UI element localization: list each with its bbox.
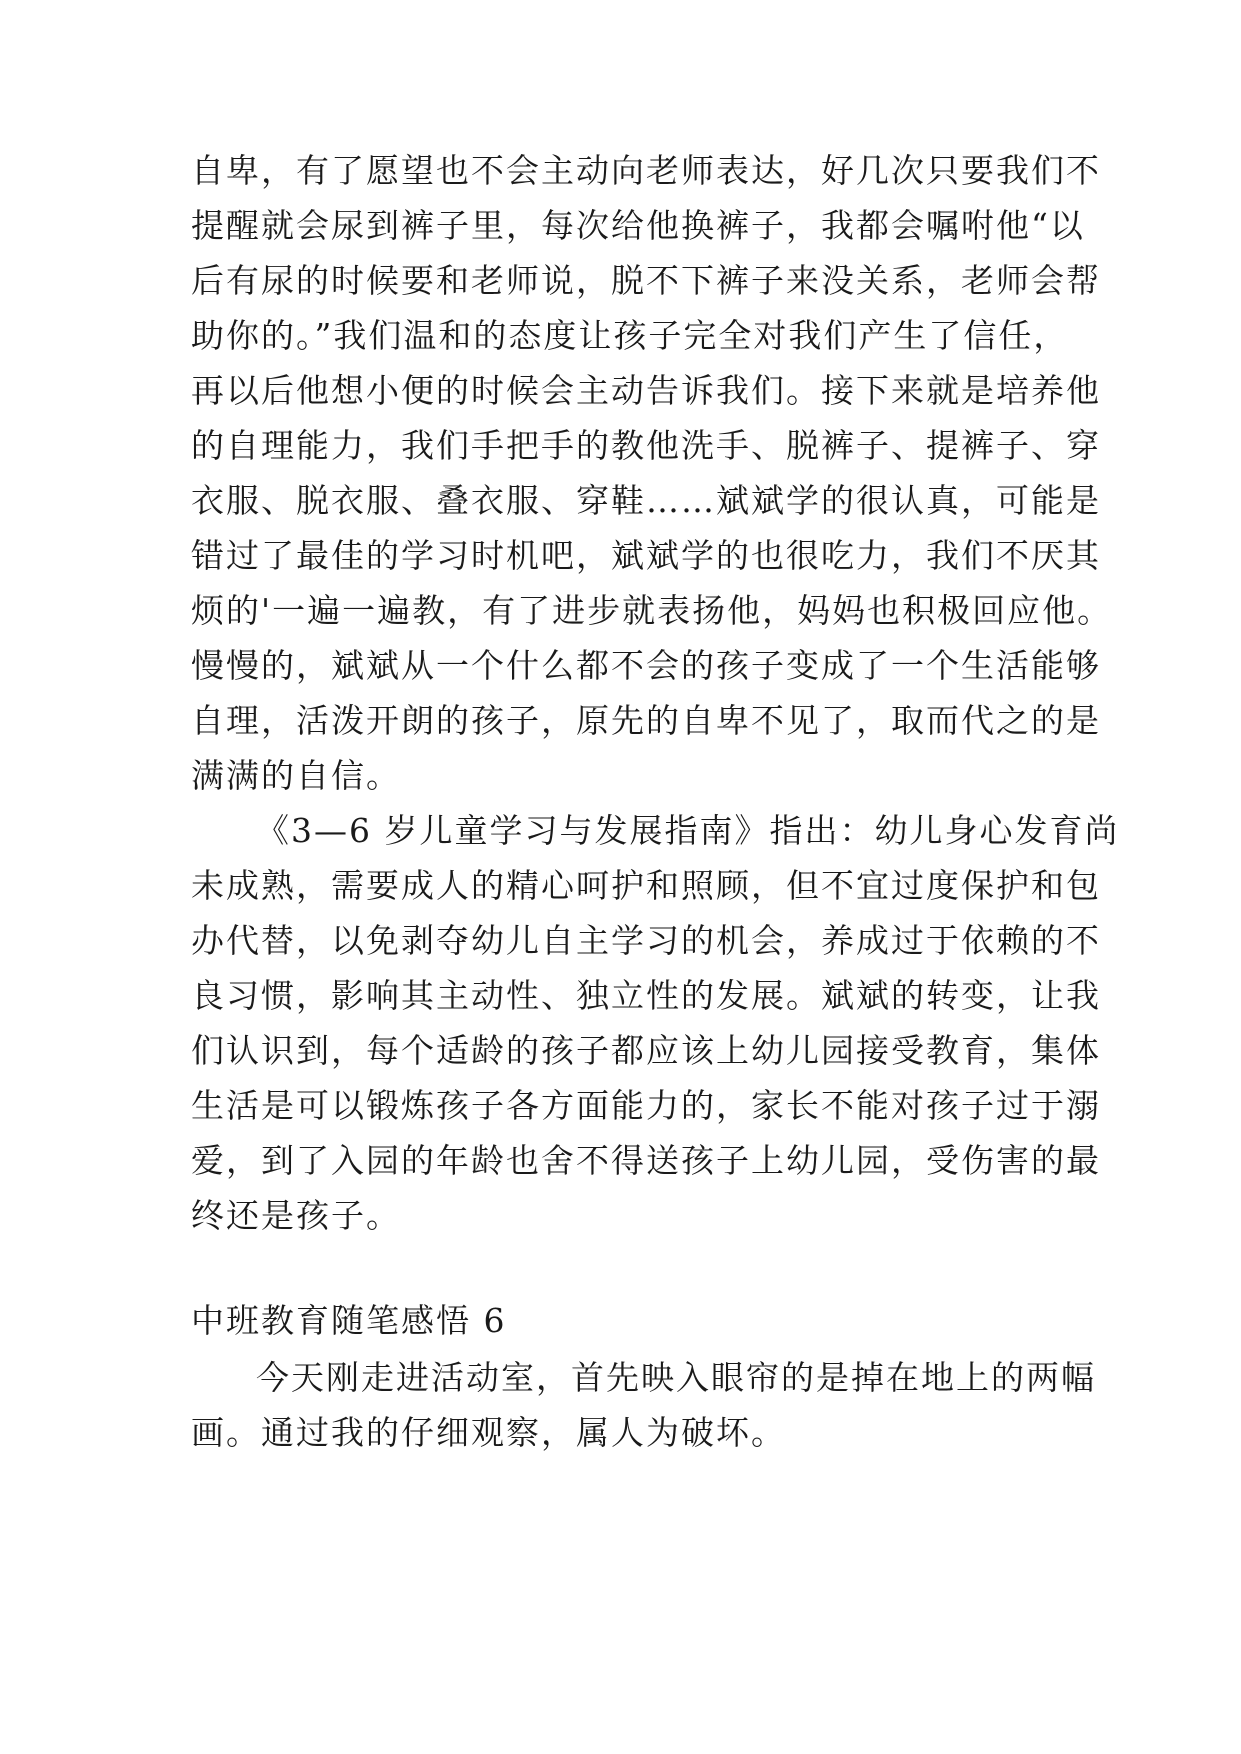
paragraph-line: 烦的'一遍一遍教，有了进步就表扬他，妈妈也积极回应他。 bbox=[191, 591, 1113, 630]
paragraph-line: 的自理能力，我们手把手的教他洗手、脱裤子、提裤子、穿 bbox=[191, 426, 1101, 465]
paragraph-line: 提醒就会尿到裤子里，每次给他换裤子，我都会嘱咐他“以 bbox=[191, 206, 1085, 245]
paragraph-line: 未成熟，需要成人的精心呵护和照顾，但不宜过度保护和包 bbox=[191, 866, 1101, 905]
section-heading: 中班教育随笔感悟 6 bbox=[191, 1301, 507, 1340]
paragraph-line: 《3—6 岁儿童学习与发展指南》指出：幼儿身心发育尚 bbox=[256, 811, 1120, 850]
paragraph-line: 爱，到了入园的年龄也舍不得送孩子上幼儿园，受伤害的最 bbox=[191, 1141, 1101, 1180]
paragraph-line: 再以后他想小便的时候会主动告诉我们。接下来就是培养他 bbox=[191, 371, 1101, 410]
paragraph-line: 助你的。”我们温和的态度让孩子完全对我们产生了信任， bbox=[191, 316, 1069, 355]
paragraph-line: 后有尿的时候要和老师说，脱不下裤子来没关系，老师会帮 bbox=[191, 261, 1101, 300]
paragraph-line: 生活是可以锻炼孩子各方面能力的，家长不能对孩子过于溺 bbox=[191, 1086, 1101, 1125]
paragraph-line: 慢慢的，斌斌从一个什么都不会的孩子变成了一个生活能够 bbox=[191, 646, 1101, 685]
paragraph-line: 办代替，以免剥夺幼儿自主学习的机会，养成过于依赖的不 bbox=[191, 921, 1101, 960]
paragraph-line: 终还是孩子。 bbox=[191, 1196, 401, 1235]
paragraph-line: 满满的自信。 bbox=[191, 756, 401, 795]
paragraph-line: 画。通过我的仔细观察，属人为破坏。 bbox=[191, 1413, 786, 1452]
paragraph-line: 自理，活泼开朗的孩子，原先的自卑不见了，取而代之的是 bbox=[191, 701, 1101, 740]
paragraph-line: 衣服、脱衣服、叠衣服、穿鞋……斌斌学的很认真，可能是 bbox=[191, 481, 1101, 520]
paragraph-line: 自卑，有了愿望也不会主动向老师表达，好几次只要我们不 bbox=[191, 151, 1101, 190]
paragraph-line: 良习惯，影响其主动性、独立性的发展。斌斌的转变，让我 bbox=[191, 976, 1101, 1015]
paragraph-line: 错过了最佳的学习时机吧，斌斌学的也很吃力，我们不厌其 bbox=[191, 536, 1101, 575]
paragraph-line: 们认识到，每个适龄的孩子都应该上幼儿园接受教育，集体 bbox=[191, 1031, 1101, 1070]
paragraph-line: 今天刚走进活动室，首先映入眼帘的是掉在地上的两幅 bbox=[256, 1358, 1096, 1397]
